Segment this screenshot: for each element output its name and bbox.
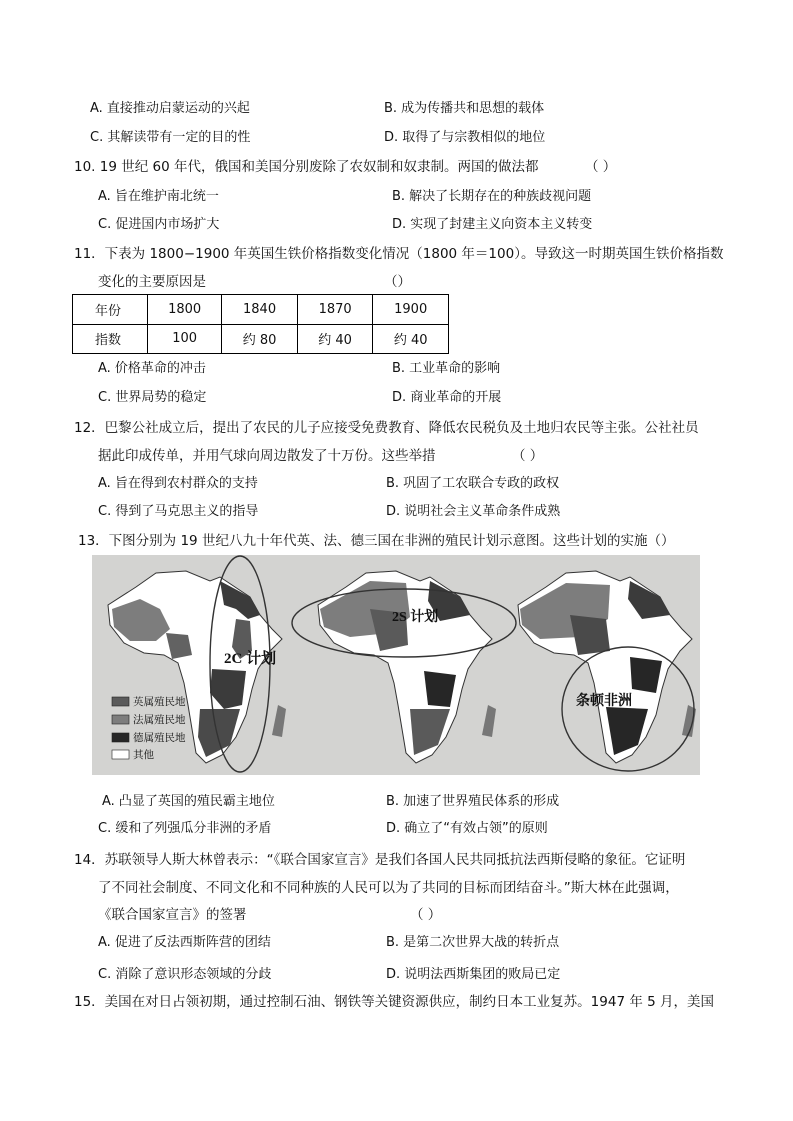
label-teutonic-africa: 条顿非洲	[576, 694, 632, 709]
q13-option-b: B. 加速了世界殖民体系的形成	[386, 794, 560, 809]
table-cell: 100	[148, 324, 222, 354]
q12-stem-line1: 12．巴黎公社成立后，提出了农民的儿子应接受免费教育、降低农民税负及土地归农民等主张。公社社员	[74, 420, 699, 436]
legend-label-british: 英属殖民地	[133, 697, 186, 708]
q9-option-c: C. 其解读带有一定的目的性	[90, 130, 251, 145]
table-cell: 指数	[73, 324, 148, 354]
africa-colonial-plans-figure	[92, 555, 700, 775]
q12-answer-paren: （ ）	[512, 448, 544, 464]
q14-option-d: D. 说明法西斯集团的败局已定	[386, 967, 561, 982]
q13-option-c: C. 缓和了列强瓜分非洲的矛盾	[98, 821, 272, 836]
table-cell: 1900	[373, 295, 449, 325]
q14-stem-line2: 了不同社会制度、不同文化和不同种族的人民可以为了共同的目标而团结奋斗。”斯大林在此强调，	[98, 880, 679, 896]
table-cell: 1800	[148, 295, 222, 325]
q10-option-a: A. 旨在维护南北统一	[98, 189, 219, 204]
q11-stem-line1: 11．下表为 1800−1900 年英国生铁价格指数变化情况（1800 年＝100）。导致这一时期英国生铁价格指数	[74, 246, 724, 262]
legend-swatch-french	[112, 715, 129, 724]
q9-option-a: A. 直接推动启蒙运动的兴起	[90, 101, 250, 116]
q11-answer-paren: （）	[384, 274, 411, 290]
q9-option-d: D. 取得了与宗教相似的地位	[384, 130, 546, 145]
q13-option-d: D. 确立了“有效占领”的原则	[386, 821, 548, 836]
table-cell: 约 80	[222, 324, 298, 354]
q12-option-a: A. 旨在得到农村群众的支持	[98, 476, 258, 491]
q14-option-c: C. 消除了意识形态领域的分歧	[98, 967, 272, 982]
legend-label-german: 德属殖民地	[133, 733, 186, 744]
q9-option-b: B. 成为传播共和思想的载体	[384, 101, 545, 116]
q10-stem: 10. 19 世纪 60 年代，俄国和美国分别废除了农奴制和奴隶制。两国的做法都	[74, 159, 539, 175]
table-cell: 年份	[73, 295, 148, 325]
legend-swatch-other	[112, 750, 129, 759]
q10-option-d: D. 实现了封建主义向资本主义转变	[392, 217, 593, 232]
q11-option-d: D. 商业革命的开展	[392, 390, 502, 405]
table-row	[73, 295, 449, 325]
table-row	[73, 324, 449, 354]
q10-option-c: C. 促进国内市场扩大	[98, 217, 220, 232]
q11-option-b: B. 工业革命的影响	[392, 361, 501, 376]
map-german-plan	[518, 571, 696, 771]
q14-option-b: B. 是第二次世界大战的转折点	[386, 935, 560, 950]
q13-option-a: A. 凸显了英国的殖民霸主地位	[102, 794, 275, 809]
q12-stem-line2: 据此印成传单，并用气球向周边散发了十万份。这些举措	[98, 448, 436, 464]
q11-stem-line2: 变化的主要原因是	[98, 274, 206, 290]
table-cell: 1870	[297, 295, 373, 325]
q15-stem-line1: 15．美国在对日占领初期，通过控制石油、钢铁等关键资源供应，制约日本工业复苏。1947 年 5 月，美国	[74, 994, 714, 1010]
q11-option-a: A. 价格革命的冲击	[98, 361, 206, 376]
label-2s-plan: 2S 计划	[392, 610, 439, 625]
q13-stem: 13．下图分别为 19 世纪八九十年代英、法、德三国在非洲的殖民计划示意图。这些计划的实施（）	[78, 533, 675, 549]
map-french-plan	[292, 571, 516, 763]
q12-option-c: C. 得到了马克思主义的指导	[98, 504, 259, 519]
q10-answer-paren: （ ）	[585, 159, 617, 175]
price-index-table	[72, 294, 449, 354]
map-legend	[112, 695, 186, 761]
q11-option-c: C. 世界局势的稳定	[98, 390, 207, 405]
legend-swatch-german	[112, 733, 129, 742]
q12-option-d: D. 说明社会主义革命条件成熟	[386, 504, 561, 519]
label-2c-plan: 2C 计划	[224, 651, 277, 667]
legend-label-other: 其他	[133, 750, 154, 761]
q14-option-a: A. 促进了反法西斯阵营的团结	[98, 935, 271, 950]
legend-label-french: 法属殖民地	[133, 715, 186, 726]
q14-stem-line3: 《联合国家宣言》的签署	[98, 907, 247, 923]
table-cell: 1840	[222, 295, 298, 325]
q14-answer-paren: （ ）	[410, 907, 442, 923]
q12-option-b: B. 巩固了工农联合专政的政权	[386, 476, 560, 491]
table-cell: 约 40	[297, 324, 373, 354]
table-cell: 约 40	[373, 324, 449, 354]
q10-option-b: B. 解决了长期存在的种族歧视问题	[392, 189, 592, 204]
legend-swatch-british	[112, 697, 129, 706]
q14-stem-line1: 14．苏联领导人斯大林曾表示：“《联合国家宣言》是我们各国人民共同抵抗法西斯侵略的象征。它证明	[74, 852, 686, 868]
